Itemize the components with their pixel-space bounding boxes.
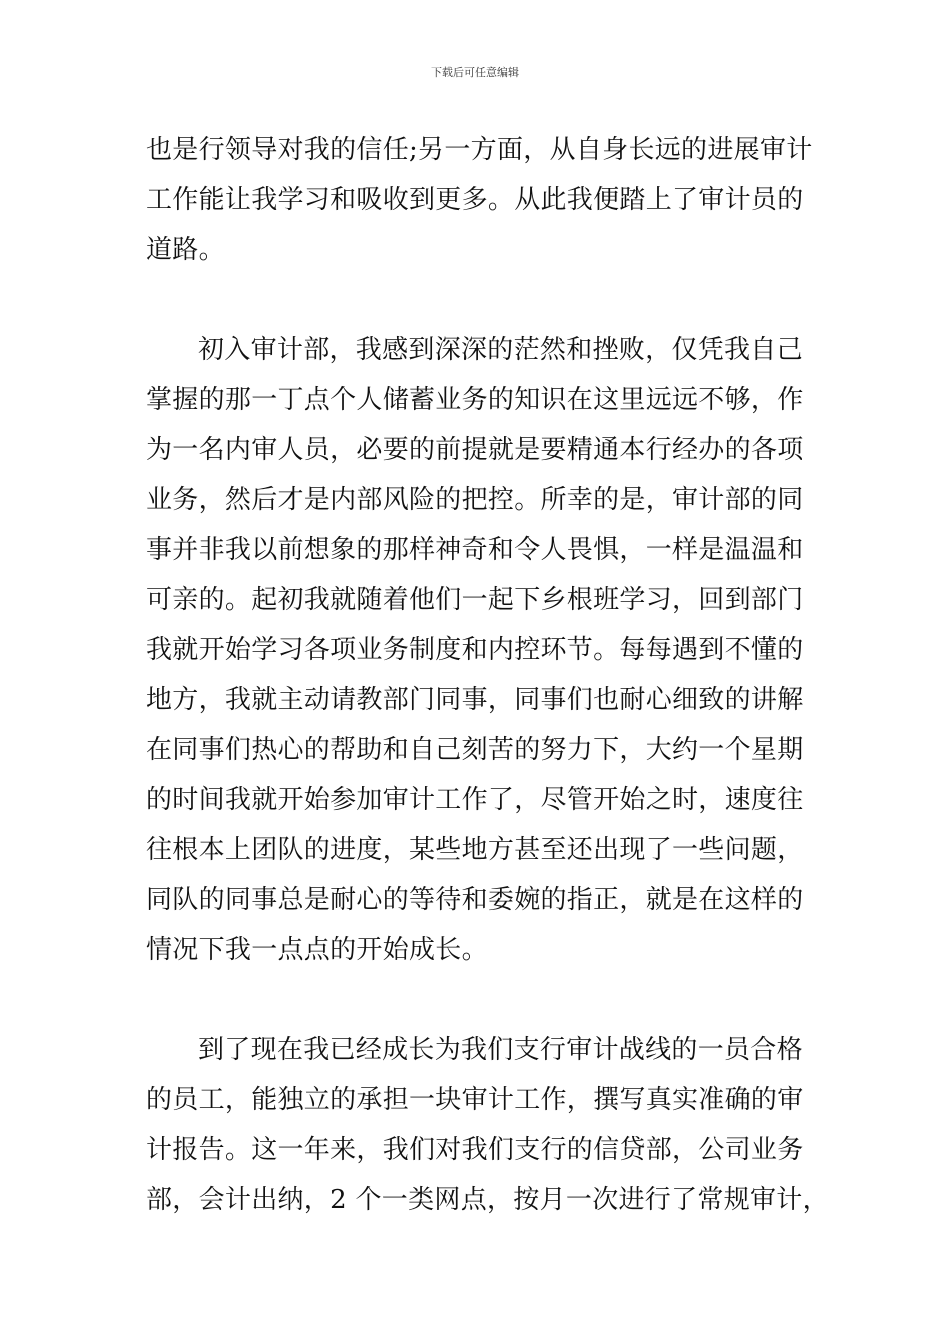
- text-line: 在同事们热心的帮助和自己刻苦的努力下，大约一个星期: [146, 735, 804, 765]
- page-header: 下载后可任意编辑: [431, 66, 519, 79]
- paragraph: [146, 325, 810, 975]
- text-line: 地方，我就主动请教部门同事，同事们也耐心细致的讲解: [146, 685, 804, 715]
- text-line: 工作能让我学习和吸收到更多。从此我便踏上了审计员的: [146, 185, 804, 215]
- text-line: 计报告。这一年来，我们对我们支行的信贷部，公司业务: [146, 1135, 804, 1165]
- text-line: 到了现在我已经成长为我们支行审计战线的一员合格: [198, 1035, 803, 1065]
- text-line: 业务，然后才是内部风险的把控。所幸的是，审计部的同: [146, 485, 804, 515]
- text-line: 也是行领导对我的信任;另一方面，从自身长远的进展审计: [146, 135, 813, 165]
- text-line: 事并非我以前想象的那样神奇和令人畏惧，一样是温温和: [146, 535, 804, 565]
- text-line: 为一名内审人员，必要的前提就是要精通本行经办的各项: [146, 435, 804, 465]
- text-line: 往根本上团队的进度，某些地方甚至还出现了一些问题，: [146, 835, 804, 865]
- document-body: [146, 1025, 829, 1225]
- text-line: 的员工，能独立的承担一块审计工作，撰写真实准确的审: [146, 1085, 804, 1115]
- text-line: 的时间我就开始参加审计工作了，尽管开始之时，速度往: [146, 785, 804, 815]
- text-line: 道路。: [146, 235, 225, 265]
- text-line: 部，会计出纳，2 个一类网点，按月一次进行了常规审计，: [146, 1185, 829, 1215]
- paragraph: [146, 1025, 829, 1225]
- text-line: 情况下我一点点的开始成长。: [146, 935, 488, 965]
- document-body: [146, 325, 810, 975]
- text-line: 同队的同事总是耐心的等待和委婉的指正，就是在这样的: [146, 885, 804, 915]
- text-line: 掌握的那一丁点个人储蓄业务的知识在这里远远不够，作: [146, 385, 804, 415]
- document-body: [146, 125, 813, 275]
- text-line: 我就开始学习各项业务制度和内控环节。每每遇到不懂的: [146, 635, 804, 665]
- text-line: 可亲的。起初我就随着他们一起下乡根班学习，回到部门: [146, 585, 804, 615]
- paragraph: [146, 125, 813, 275]
- text-line: 初入审计部，我感到深深的茫然和挫败，仅凭我自己: [198, 335, 803, 365]
